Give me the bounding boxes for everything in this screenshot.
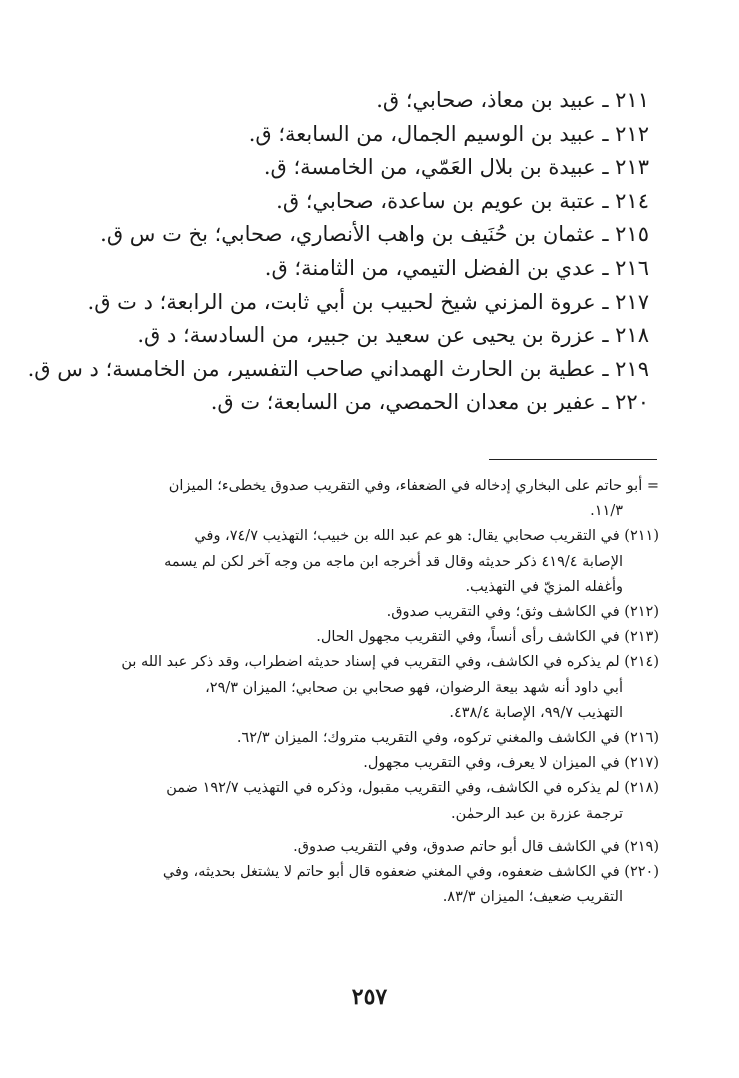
footnote-line: (٢٢٠) في الكاشف ضعفوه، وفي المغني ضعفوه قال أبو حاتم لا يشتغل بحديثه، وفي	[162, 864, 659, 881]
footnote-217	[67, 751, 659, 776]
page-number: ٢٥٧	[351, 984, 388, 1010]
narrator-entry-215: ٢١٥ ـ عثمان بن حُنَيف بن واهب الأنصاري، صحابي؛ بخ ت س ق.	[100, 222, 649, 247]
footnote-line: أبي داود أنه شهد بيعة الرضوان، فهو صحابي بن صحابي؛ الميزان ٢٩/٣،	[205, 679, 623, 696]
footnote-219	[67, 835, 659, 860]
narrator-entry-214: ٢١٤ ـ عتبة بن عويم بن ساعدة، صحابي؛ ق.	[276, 188, 649, 213]
footnote-continuation	[67, 474, 659, 524]
footnote-212	[67, 600, 659, 625]
footnote-line: وأغفله المزيّ في التهذيب.	[465, 578, 623, 595]
footnote-213	[67, 625, 659, 650]
footnote-line: (٢١٨) لم يذكره في الكاشف، وفي التقريب مقبول، وذكره في التهذيب ١٩٢/٧ ضمن	[166, 780, 659, 797]
footnote-line: الإصابة ٤١٩/٤ ذكر حديثه وقال قد أخرجه ابن ماجه من وجه آخر لكن لم يسمه	[164, 553, 623, 570]
footnote-216	[67, 726, 659, 751]
footnote-line: التقريب ضعيف؛ الميزان ٨٣/٣.	[442, 889, 623, 906]
narrator-entry-212: ٢١٢ ـ عبيد بن الوسيم الجمال، من السابعة؛ ق.	[248, 121, 649, 146]
footnote-211	[67, 524, 659, 600]
narrator-entry-219: ٢١٩ ـ عطية بن الحارث الهمداني صاحب التفسير، من الخامسة؛ د س ق.	[27, 356, 649, 381]
footnote-line: التهذيب ٩٩/٧، الإصابة ٤٣٨/٤.	[449, 704, 623, 721]
narrator-entry-220: ٢٢٠ ـ عفير بن معدان الحمصي، من السابعة؛ ت ق.	[210, 390, 649, 415]
narrator-entry-218: ٢١٨ ـ عزرة بن يحيى عن سعيد بن جبير، من السادسة؛ د ق.	[137, 323, 649, 348]
footnote-line: ترجمة عزرة بن عبد الرحمٰن.	[451, 805, 623, 822]
footnotes	[67, 474, 659, 910]
footnote-line: ١١/٣.	[590, 503, 623, 520]
footnote-line: (٢١٢) في الكاشف وثق؛ وفي التقريب صدوق.	[386, 604, 659, 621]
footnote-line: (٢١٣) في الكاشف رأى أنساً، وفي التقريب مجهول الحال.	[316, 629, 659, 646]
footnote-line: (٢١١) في التقريب صحابي يقال: هو عم عبد الله بن خبيب؛ التهذيب ٧٤/٧، وفي	[194, 528, 659, 545]
footnote-line: (٢١٧) في الميزان لا يعرف، وفي التقريب مجهول.	[363, 755, 659, 772]
footnote-line: (٢١٩) في الكاشف قال أبو حاتم صدوق، وفي التقريب صدوق.	[293, 838, 659, 855]
narrator-entry-213: ٢١٣ ـ عبيدة بن بلال العَمّي، من الخامسة؛ ق.	[263, 155, 649, 180]
footnote-220	[67, 860, 659, 910]
footnote-214	[67, 650, 659, 726]
narrators-list	[27, 84, 649, 420]
footnote-line: (٢١٤) لم يذكره في الكاشف، وفي التقريب في إسناد حديثه اضطراب، وقد ذكر عبد الله بن	[121, 654, 659, 671]
footnote-218	[67, 776, 659, 826]
narrator-entry-211: ٢١١ ـ عبيد بن معاذ، صحابي؛ ق.	[376, 88, 649, 112]
footnote-line: = أبو حاتم على البخاري إدخاله في الضعفاء، وفي التقريب صدوق يخطىء؛ الميزان	[168, 478, 659, 494]
footnote-spacer	[67, 827, 659, 835]
footnote-divider	[489, 459, 657, 460]
footnote-line: (٢١٦) في الكاشف والمغني تركوه، وفي التقريب متروك؛ الميزان ٦٢/٣.	[236, 730, 659, 747]
narrator-entry-216: ٢١٦ ـ عدي بن الفضل التيمي، من الثامنة؛ ق.	[264, 255, 649, 280]
narrator-entry-217: ٢١٧ ـ عروة المزني شيخ لحبيب بن أبي ثابت، من الرابعة؛ د ت ق.	[87, 289, 649, 314]
